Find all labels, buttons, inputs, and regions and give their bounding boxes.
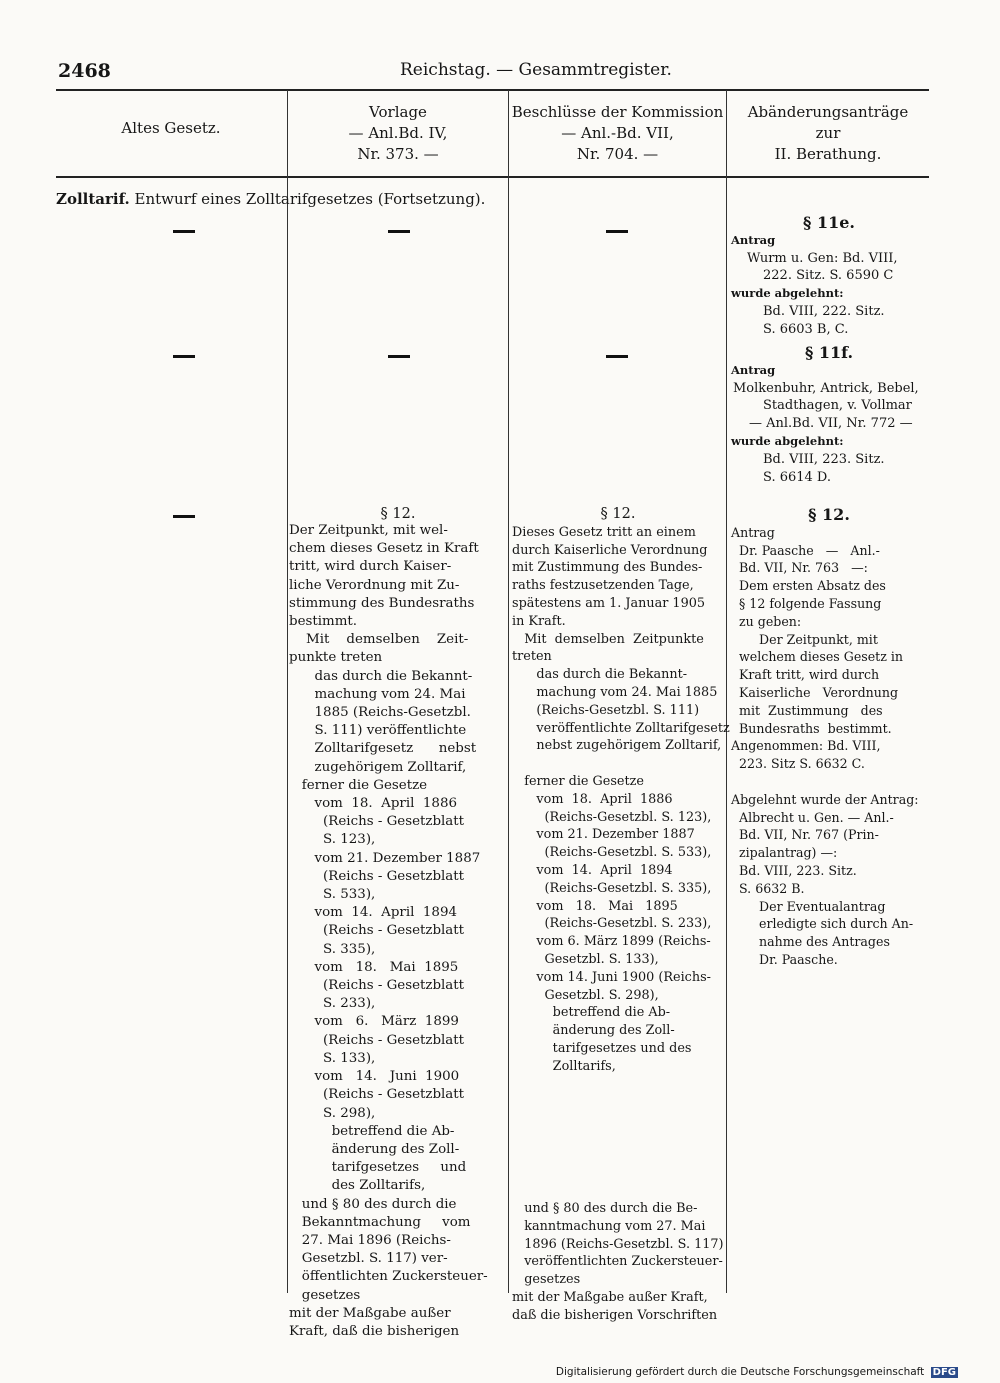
- column-heading-old-law: Altes Gesetz.: [121, 119, 221, 137]
- running-header: Reichstag. — Gesammtregister.: [400, 60, 672, 80]
- header-rule-top: [56, 89, 929, 91]
- committee-text: Dieses Gesetz tritt an einem durch Kaiserliche Verordnung mit Zustimmung des Bundes- raths festzusetzenden Tage, spätestens am 1. Januar 1905 in Kraft. Mit demselben Zeitpunkte treten das durch die Bekannt- machung vom 24. Mai 1885 (Reichs-Gesetzbl. S. 111) veröffentlichte Zolltarifgesetz nebst zugehörigem Zolltarif, ferner die Gesetze vom 18. April 1886 (Reichs-Gesetzbl. S. 123), vom 21. Dezember 1887 (Reichs-Gesetzbl. S. 533), vom 14. April 1894 (Reichs-Gesetzbl. S. 335), vom 18. Mai 1895 (Reichs-Gesetzbl. S. 233), vom 6. März 1899 (Reichs- Gesetzbl. S. 133), vom 14. Juni 1900 (Reichs- Gesetzbl. S. 298), betreffend die Ab- änderung des Zoll- tarifgesetzes und des Zolltarifs, und § 80 des durch die Be- kanntmachung vom 27. Mai 1896 (Reichs-Gesetzbl. S. 117) veröffentlichten Zuckersteuer- gesetzes mit der Maßgabe außer Kraft, daß die bisherigen Vorschriften: [512, 524, 730, 1323]
- column-divider: [287, 90, 288, 1293]
- paragraph-heading: § 11e.: [803, 213, 855, 232]
- paragraph-heading: § 12.: [808, 505, 850, 524]
- dash-mark: [606, 355, 628, 358]
- footer-credit: Digitalisierung gefördert durch die Deutsche Forschungsgemeinschaft DFG: [555, 1366, 956, 1378]
- amendment-11f: § 11f. Antrag Molkenbuhr, Antrick, Bebel, Stadthagen, v. Vollmar — Anl.Bd. VII, Nr. 772 — wurde abgelehnt: Bd. VIII, 223. Sitz. S. 6614 D.: [731, 344, 927, 486]
- paragraph-heading: § 12.: [380, 506, 416, 522]
- header-rule-bottom: [56, 176, 929, 178]
- dash-mark: [606, 230, 628, 233]
- dash-mark: [173, 355, 195, 358]
- section-heading: [56, 190, 485, 208]
- section-label: Zolltarif.: [56, 190, 130, 208]
- bill-paragraph-12: [289, 506, 507, 1341]
- paragraph-heading: § 12.: [600, 506, 636, 522]
- page-number: 2468: [58, 60, 111, 82]
- amendment-11e: § 11e. Antrag Wurm u. Gen: Bd. VIII, 222. Sitz. S. 6590 C wurde abgelehnt: Bd. VIII, 222. Sitz. S. 6603 B, C.: [731, 214, 927, 339]
- dfg-logo: DFG: [932, 1367, 956, 1378]
- column-heading-amendments: Abänderungsanträge zur II. Berathung.: [747, 103, 909, 163]
- paragraph-heading: § 11f.: [804, 343, 854, 362]
- section-text: Entwurf eines Zolltarifgesetzes (Fortsetzung).: [134, 190, 486, 208]
- bill-text: Der Zeitpunkt, mit wel- chem dieses Gesetz in Kraft tritt, wird durch Kaiser- liche Verordnung mit Zu- stimmung des Bundesraths bestimmt. Mit demselben Zeit- punkte treten das durch die Bekannt- machung vom 24. Mai 1885 (Reichs-Gesetzbl. S. 111) veröffentlichte Zolltarifgesetz nebst zugehörigem Zolltarif, ferner die Gesetze vom 18. April 1886 (Reichs - Gesetzblatt S. 123), vom 21. Dezember 1887 (Reichs - Gesetzblatt S. 533), vom 14. April 1894 (Reichs - Gesetzblatt S. 335), vom 18. Mai 1895 (Reichs - Gesetzblatt S. 233), vom 6. März 1899 (Reichs - Gesetzblatt S. 133), vom 14. Juni 1900 (Reichs - Gesetzblatt S. 298), betreffend die Ab- änderung des Zoll- tarifgesetzes und des Zolltarifs, und § 80 des durch die Bekanntmachung vom 27. Mai 1896 (Reichs- Gesetzbl. S. 117) ver- öffentlichten Zuckersteuer- gesetzes mit der Maßgabe außer Kraft, daß die bisherigen: [289, 523, 488, 1339]
- amendment-text: Antrag Dr. Paasche — Anl.- Bd. VII, Nr. 763 —: Dem ersten Absatz des § 12 folgende Fassung zu geben: Der Zeitpunkt, mit welchem dieses Gesetz in Kraft tritt, wird durch Kaiserliche Verordnung mit Zustimmung des Bundesraths bestimmt. Angenommen: Bd. VIII, 223. Sitz S. 6632 C. Abgelehnt wurde der Antrag: Albrecht u. Gen. — Anl.- Bd. VII, Nr. 767 (Prin- zipalantrag) —: Bd. VIII, 223. Sitz. S. 6632 B. Der Eventualantrag erledigte sich durch An- nahme des Antrages Dr. Paasche.: [731, 524, 919, 967]
- committee-paragraph-12: [512, 506, 730, 1325]
- column-divider: [726, 90, 727, 1293]
- column-heading-bill: Vorlage — Anl.Bd. IV, Nr. 373. —: [348, 103, 448, 163]
- dash-mark: [173, 230, 195, 233]
- dash-mark: [173, 515, 195, 518]
- dash-mark: [388, 230, 410, 233]
- dash-mark: [388, 355, 410, 358]
- column-heading-committee: Beschlüsse der Kommission — Anl.-Bd. VII, Nr. 704. —: [511, 103, 724, 163]
- amendment-12: [731, 506, 927, 969]
- column-divider: [508, 90, 509, 1293]
